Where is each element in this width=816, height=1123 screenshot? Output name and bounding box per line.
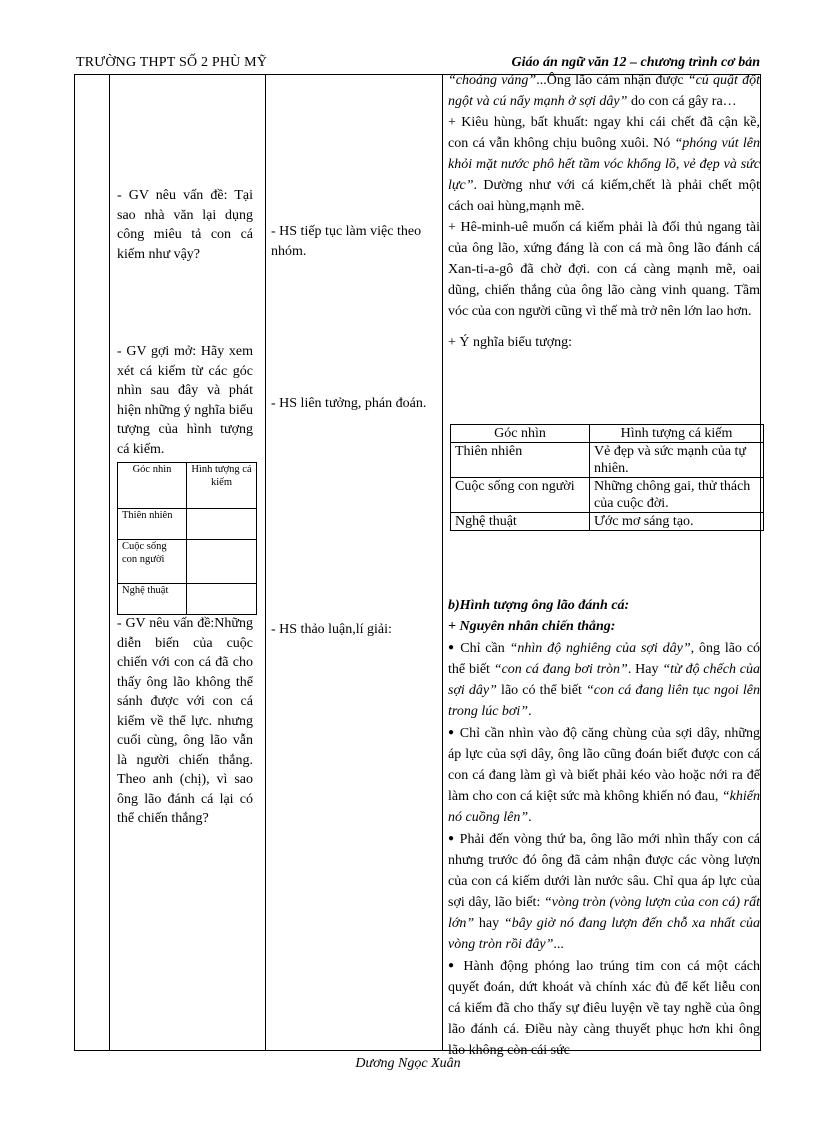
table-cell: Ước mơ sáng tạo.: [590, 513, 764, 531]
bullet-icon: ●: [448, 642, 456, 653]
symbolism-table: [450, 424, 764, 531]
subsection-heading: + Nguyên nhân chiến thắng:: [448, 619, 616, 634]
table-cell: Thiên nhiên: [451, 443, 590, 478]
column-divider: [265, 74, 266, 1050]
paragraph: + Hê-minh-uê muốn cá kiếm phải là đối thủ ngang tài của ông lão, xứng đáng là con cá mà ông lão đánh cá Xan-ti-a-gô đã chờ đợi. con cá càng mạnh mẽ, oai dũng, chiến thắng của ông lão càng vinh quang. Tầm vóc của con người cũng vì thế mà trở nên lớn lao hơn.: [448, 220, 760, 319]
content-block-b: [448, 595, 760, 1061]
bullet-icon: ●: [448, 833, 456, 844]
small-table-cell: [187, 509, 257, 540]
table-cell: Những chông gai, thử thách của cuộc đời.: [590, 478, 764, 513]
teacher-question-2: - GV gợi mở: Hãy xem xét cá kiếm từ các góc nhìn sau đây và phát hiện những ý nghĩa biểu tượng của hình tượng cá kiếm.: [117, 344, 253, 457]
column-divider: [442, 74, 443, 1050]
paragraph: ● Chỉ cần “nhìn độ nghiêng của sợi dây”, ông lão có thể biết “con cá đang bơi tròn”. Hay “từ độ chếch của sợi dây” lão có thể biết “con cá đang liên tục ngoi lên trong lúc bơi”.: [448, 641, 761, 719]
small-table-header: Hình tượng cá kiếm: [187, 463, 257, 509]
small-table-cell: [187, 584, 257, 615]
symbolic-meaning-heading: + Ý nghĩa biểu tượng:: [448, 335, 572, 350]
teacher-question-1: - GV nêu vấn đề: Tại sao nhà văn lại dụng công miêu tả con cá kiếm như vậy?: [117, 188, 253, 262]
paragraph: ● Hành động phóng lao trúng tim con cá một cách quyết đoán, dứt khoát và chính xác đủ để kết liễu con cá kiếm đã cho thấy sự điêu luyện về tay nghề của ông lão đánh cá. Điều này càng thuyết phục hơn khi ông lão không còn cái sức: [448, 959, 760, 1058]
small-table-cell: Nghệ thuật: [118, 584, 187, 615]
small-table-cell: [187, 540, 257, 584]
small-table-cell: Cuộc sống con người: [118, 540, 187, 584]
paragraph: + Kiêu hùng, bất khuất: ngay khi cái chết đã cận kề, con cá vẫn không chịu buông xuôi. Nó “phóng vút lên khỏi mặt nước phô hết tầm vóc khổng lồ, vẻ đẹp và sức lực”. Dường như với cá kiếm,chết là phải chết một cách oai hùng,mạnh mẽ.: [448, 115, 760, 214]
page-footer: Dương Ngọc Xuân: [355, 1056, 461, 1071]
school-name: TRƯỜNG THPT SỐ 2 PHÙ MỸ: [76, 55, 268, 70]
bullet-icon: ●: [448, 960, 457, 971]
table-cell: Vẻ đẹp và sức mạnh của tự nhiên.: [590, 443, 764, 478]
teacher-small-table: [117, 462, 257, 615]
teacher-question-3: - GV nêu vấn đề:Những diễn biến của cuộc chiến với con cá đã cho thấy ông lão không thể sánh được với con cá kiếm về thể lực. nhưng cuối cùng, ông lão vẫn là người chiến thắng. Theo anh (chị), vì sao ông lão đánh cá lại có thể chiến thắng?: [117, 616, 253, 826]
paragraph: “choáng váng”...Ông lão cảm nhận được “cú quật đột ngột và cú nẩy mạnh ở sợi dây” do con cá gây ra…: [448, 73, 761, 109]
small-table-cell: Thiên nhiên: [118, 509, 187, 540]
table-header: Hình tượng cá kiếm: [590, 425, 764, 443]
content-block-a: [448, 70, 760, 353]
subject-title: Giáo án ngữ văn 12 – chương trình cơ bản: [511, 55, 760, 70]
lesson-table: [74, 73, 761, 1058]
student-activity-2: - HS liên tưởng, phán đoán.: [271, 396, 427, 411]
student-activity-1: - HS tiếp tục làm việc theo nhóm.: [271, 224, 422, 259]
section-heading: b)Hình tượng ông lão đánh cá:: [448, 598, 630, 613]
paragraph: ● Chỉ cần nhìn vào độ căng chùng của sợi dây, những áp lực của sợi dây, ông lão cũng đoán biết được con cá con cá đang làm gì và biết phải kéo vào hoặc nới ra để làm cho con cá kiệt sức mà không khiến nó đau, “khiến nó cuồng lên”.: [448, 726, 760, 825]
paragraph: ● Phải đến vòng thứ ba, ông lão mới nhìn thấy con cá nhưng trước đó ông đã cảm nhận được các vòng lượn của con cá kiếm dưới làn nước sâu. Chỉ qua áp lực của sợi dây, lão biết: “vòng tròn (vòng lượn của con cá) rất lớn” hay “bây giờ nó đang lượn đến chỗ xa nhất của vòng tròn rồi đây”...: [448, 832, 761, 952]
column-divider: [109, 74, 110, 1050]
bullet-icon: ●: [448, 727, 456, 738]
student-activity-3: - HS thảo luận,lí giải:: [271, 622, 392, 637]
table-cell: Cuộc sống con người: [451, 478, 590, 513]
small-table-header: Góc nhìn: [118, 463, 187, 509]
table-header: Góc nhìn: [451, 425, 590, 443]
table-cell: Nghệ thuật: [451, 513, 590, 531]
